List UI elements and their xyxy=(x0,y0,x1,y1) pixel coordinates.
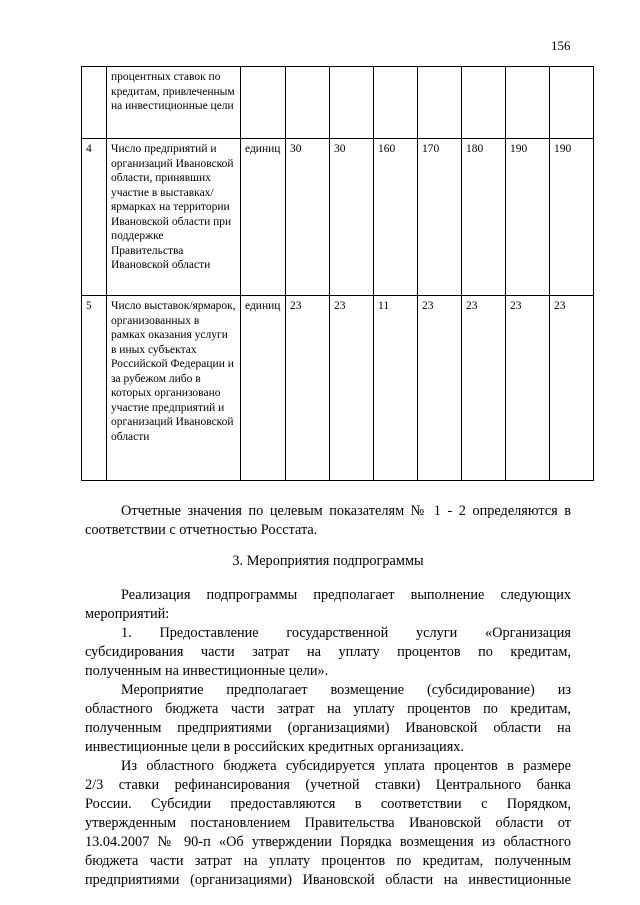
page-number: 156 xyxy=(551,38,571,53)
value-cell xyxy=(286,67,330,139)
text-line: Из областного бюджета субсидируется уплата процентов в размере xyxy=(121,758,571,774)
value-cell xyxy=(418,67,462,139)
body-paragraphs xyxy=(85,586,571,890)
row-number-cell xyxy=(82,67,107,139)
text-line: России. Субсидии предоставляются в соответствии с Порядком, xyxy=(85,796,571,812)
unit-cell xyxy=(241,67,286,139)
row-number-cell: 5 xyxy=(82,296,107,481)
value-cell xyxy=(330,67,374,139)
row-number-cell: 4 xyxy=(82,139,107,296)
table-row xyxy=(82,67,594,139)
section-heading: 3. Мероприятия подпрограммы xyxy=(232,553,424,569)
text-line: мероприятий: xyxy=(85,606,170,622)
text-line: инвестиционные цели в российских кредитных организациях. xyxy=(85,739,464,755)
value-cell: 30 xyxy=(286,139,330,296)
unit-cell: единиц xyxy=(241,139,286,296)
value-cell: 23 xyxy=(330,296,374,481)
indicator-name-cell: процентных ставок по кредитам, привлеченным на инвестиционные цели xyxy=(107,67,241,139)
value-cell xyxy=(506,67,550,139)
text-line: 13.04.2007 № 90-п «Об утверждении Порядка возмещения из областного xyxy=(85,834,571,850)
text-line: полученным на инвестиционные цели». xyxy=(85,663,329,679)
value-cell: 23 xyxy=(550,296,594,481)
text-line: субсидирования части затрат на уплату процентов по кредитам, xyxy=(85,644,571,660)
value-cell: 30 xyxy=(330,139,374,296)
value-cell: 23 xyxy=(462,296,506,481)
indicators-table xyxy=(81,66,594,481)
text-line: 2/3 ставки рефинансирования (учетной ставки) Центрального банка xyxy=(85,777,571,793)
value-cell: 23 xyxy=(286,296,330,481)
value-cell xyxy=(462,67,506,139)
value-cell xyxy=(550,67,594,139)
value-cell: 23 xyxy=(418,296,462,481)
text-line: 1. Предоставление государственной услуги «Организация xyxy=(121,625,571,641)
table-row xyxy=(82,139,594,296)
text-line: Реализация подпрограммы предполагает выполнение следующих xyxy=(121,587,571,603)
value-cell: 23 xyxy=(506,296,550,481)
value-cell: 190 xyxy=(506,139,550,296)
text-line: бюджета части затрат на уплату процентов по кредитам, полученным xyxy=(85,853,571,869)
text-line: полученным предприятиями (организациями) Ивановской области на xyxy=(85,720,571,736)
value-cell: 180 xyxy=(462,139,506,296)
text-line: областного бюджета части затрат на уплату процентов по кредитам, xyxy=(85,701,571,717)
value-cell: 170 xyxy=(418,139,462,296)
text-line: Отчетные значения по целевым показателям № 1 - 2 определяются в xyxy=(121,503,571,519)
reporting-note xyxy=(85,502,571,540)
text-line: утвержденным постановлением Правительства Ивановской области от xyxy=(85,815,571,831)
table-row xyxy=(82,296,594,481)
value-cell: 11 xyxy=(374,296,418,481)
value-cell: 160 xyxy=(374,139,418,296)
text-line: Мероприятие предполагает возмещение (субсидирование) из xyxy=(121,682,571,698)
text-line: предприятиями (организациями) Ивановской области на инвестиционные xyxy=(85,872,571,888)
unit-cell: единиц xyxy=(241,296,286,481)
text-line: соответствии с отчетностью Росстата. xyxy=(85,522,318,538)
value-cell: 190 xyxy=(550,139,594,296)
indicator-name-cell: Число выставок/ярмарок, организованных в рамках оказания услуги в иных субъектах Российской Федерации и за рубежом либо в которых организовано участие предприятий и организаций Ивановской области xyxy=(107,296,241,481)
indicator-name-cell: Число предприятий и организаций Ивановской области, принявших участие в выставках/ярмарках на территории Ивановской области при поддержке Правительства Ивановской области xyxy=(107,139,241,296)
value-cell xyxy=(374,67,418,139)
